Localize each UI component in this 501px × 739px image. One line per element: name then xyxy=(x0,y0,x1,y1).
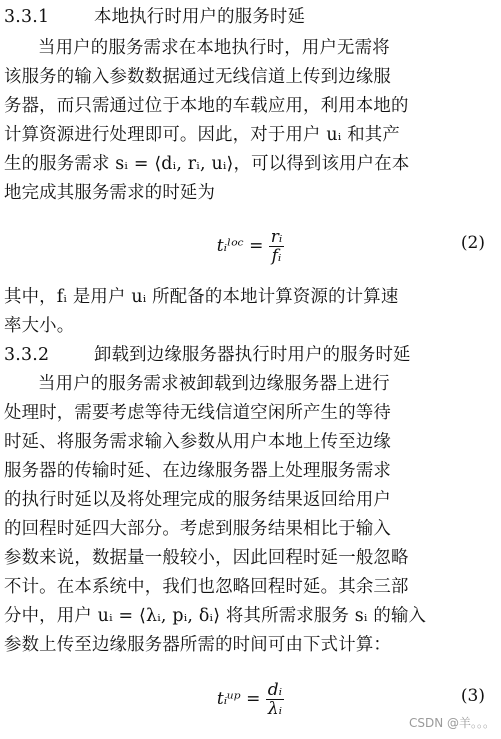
equation-number: (3) xyxy=(460,686,485,706)
fraction xyxy=(266,681,284,718)
paragraph-line: 不计。在本系统中，我们也忽略回程时延。其余三部 xyxy=(4,577,409,597)
paragraph-line: 当用户的服务需求在本地执行时，用户无需将 xyxy=(38,38,390,58)
fraction-numerator: dᵢ xyxy=(267,680,283,700)
paragraph-line: 服务器的传输时延、在边缘服务器上处理服务需求 xyxy=(4,461,391,481)
section-title: 卸载到边缘服务器执行时用户的服务时延 xyxy=(94,345,411,365)
equation-lhs: tᵢˡᵒᶜ xyxy=(216,236,244,256)
paragraph-line: 处理时，需要考虑等待无线信道空闲所产生的等待 xyxy=(4,403,391,423)
fraction-numerator: rᵢ xyxy=(270,227,283,247)
paragraph-line: 参数上传至边缘服务器所需的时间可由下式计算： xyxy=(4,635,391,655)
paragraph-line: 的回程时延四大部分。考虑到服务结果相比于输入 xyxy=(4,519,391,539)
fraction-denominator: λᵢ xyxy=(267,699,283,719)
paragraph-line: 务器，而只需通过位于本地的车载应用，利用本地的 xyxy=(4,96,409,116)
watermark: CSDN @羊。。。 xyxy=(408,716,495,730)
paragraph-line: 该服务的输入参数数据通过无线信道上传到边缘服 xyxy=(4,67,391,87)
paragraph-line: 地完成其服务需求的时延为 xyxy=(4,183,216,203)
paragraph-line: 率大小。 xyxy=(4,316,75,336)
section-number: 3.3.2 xyxy=(4,345,50,365)
equation-lhs: tᵢᵘᵖ xyxy=(216,689,241,709)
section-title: 本地执行时用户的服务时延 xyxy=(94,7,306,27)
paragraph-line: 时延、将服务需求输入参数从用户本地上传至边缘 xyxy=(4,432,391,452)
paragraph-line: 计算资源进行处理即可。因此，对于用户 uᵢ 和其产 xyxy=(4,125,400,145)
paragraph-line: 当用户的服务需求被卸载到边缘服务器上进行 xyxy=(38,374,390,394)
equation-body: tᵢˡᵒᶜ = $\frac{\text{rᵢ}}{\text{fᵢ}}$ xyxy=(216,227,283,266)
fraction-denominator: fᵢ xyxy=(271,246,282,266)
paragraph-line: 分中，用户 uᵢ = ⟨λᵢ, pᵢ, δᵢ⟩ 将其所需求服务 sᵢ 的输入 xyxy=(4,606,427,626)
paragraph-line: 的执行时延以及将处理完成的服务结果返回给用户 xyxy=(4,490,391,510)
paragraph-line: 生的服务需求 sᵢ = ⟨dᵢ, rᵢ, uᵢ⟩，可以得到该用户在本 xyxy=(4,154,410,174)
equation-2 xyxy=(0,222,501,270)
fraction xyxy=(269,228,285,265)
section-number: 3.3.1 xyxy=(4,7,50,27)
paragraph-line: 其中，fᵢ 是用户 uᵢ 所配备的本地计算资源的计算速 xyxy=(4,287,399,307)
equation-body: tᵢᵘᵖ = $\frac{\text{dᵢ}}{\text{λᵢ}}$ xyxy=(216,680,283,719)
paragraph-line: 参数来说，数据量一般较小，因此回程时延一般忽略 xyxy=(4,548,409,568)
section-heading-3-3-2 xyxy=(4,342,494,368)
section-heading-3-3-1 xyxy=(4,4,494,30)
equation-number: (2) xyxy=(460,233,485,253)
